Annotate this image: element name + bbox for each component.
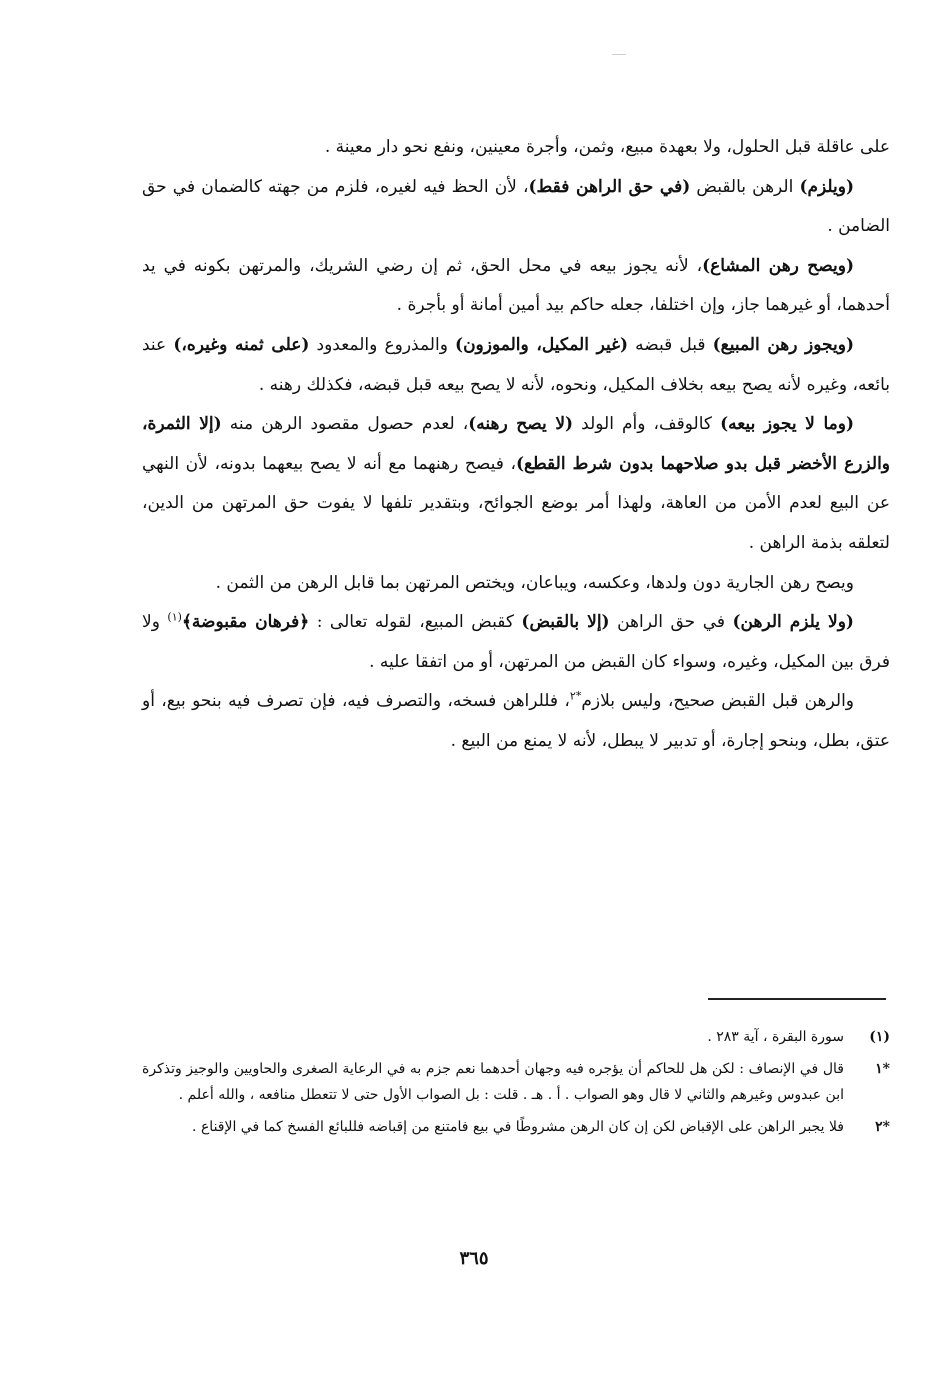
quran-quote: ﴿فرهان مقبوضة﴾ (181, 612, 310, 633)
bold-term: (إلا بالقبض) (521, 612, 610, 633)
body-text: عند بائعه، وغيره لأنه يصح بيعه بخلاف المكيل، ونحوه، لأنه لا يصح بيعه قبل قبضه، فكذلك رهنه . (142, 334, 890, 395)
body-text: ، لعدم حصول مقصود الرهن منه (221, 414, 469, 435)
paragraph-5 (142, 405, 890, 563)
footnotes (142, 1024, 890, 1146)
footnote-item (142, 1024, 890, 1050)
bold-term: (وما لا يجوز بيعه) (720, 414, 855, 435)
footnote-separator (708, 998, 886, 1000)
paragraph-8 (142, 682, 890, 761)
body-text: قبل قبضه (628, 334, 713, 355)
paragraph-7 (142, 603, 890, 682)
footnote-marker: *١ (875, 1061, 890, 1077)
paragraph-1-text: على عاقلة قبل الحلول، ولا بعهدة مبيع، وثمن، وأجرة معينين، ونفع نحو دار معينة . (324, 137, 890, 157)
footnote-ref: (١) (167, 610, 182, 624)
body-text: الرهن بالقبض (690, 176, 800, 197)
footnote-text: سورة البقرة ، آية ٢٨٣ . (707, 1029, 844, 1045)
body-text: والرهن قبل القبض صحيح، وليس بلازم (581, 691, 855, 712)
footnote-ref: *٢ (569, 689, 582, 703)
body-text: في حق الراهن (609, 612, 733, 633)
bold-term: (على ثمنه وغيره،) (173, 334, 310, 355)
footnote-item (142, 1056, 890, 1108)
bold-term: (لا يصح رهنه) (468, 414, 574, 435)
paragraph-1 (142, 128, 890, 168)
bold-term: (في حق الراهن فقط) (528, 176, 691, 197)
body-text: ، لأنه يجوز بيعه في محل الحق، ثم إن رضي الشريك، والمرتهن بكونه في يد أحدهما، أو غيرهما جاز، وإن اختلفا، جعله حاكم بيد أمين أمانة أو بأجرة . (142, 255, 890, 316)
bold-term: (غير المكيل، والموزون) (455, 334, 629, 355)
footnote-text: فلا يجبر الراهن على الإقباض لكن إن كان الرهن مشروطًا في بيع فامتنع من إقباضه فللبائع الفسخ كما في الإقناع . (192, 1119, 844, 1135)
paragraph-4 (142, 326, 890, 405)
page-number: ٣٦٥ (459, 1248, 489, 1269)
main-text (142, 128, 890, 762)
body-text: ، لأن الحظ فيه لغيره، فلزم من جهته كالضمان في حق الضامن . (142, 176, 890, 237)
body-text: ويصح رهن الجارية دون ولدها، وعكسه، ويباعان، ويختص المرتهن بما قابل الرهن من الثمن . (215, 572, 854, 593)
body-text: والمذروع والمعدود (309, 334, 456, 355)
bold-term: (ويجوز رهن المبيع) (712, 334, 855, 355)
body-text: ، فيصح رهنهما مع أنه لا يصح بيعهما بدونه، لأن النهي عن البيع لعدم الأمن من العاهة، ولهذا أمر بوضع الجوائح، وبتقدير تلفها لا يفوت حق المرتهن من الدين، لتعلقه بذمة الراهن . (142, 453, 890, 553)
bold-term: (ويصح رهن المشاع) (702, 255, 854, 276)
footnote-marker: *٢ (875, 1119, 890, 1135)
body-text: ، فللراهن فسخه، والتصرف فيه، فإن تصرف فيه بنحو بيع، أو عتق، بطل، وبنحو إجارة، أو تدبير لا يبطل، لأنه لا يمنع من البيع . (142, 691, 890, 751)
body-text: ولا فرق بين المكيل، وغيره، وسواء كان القبض من المرتهن، أو من اتفقا عليه . (142, 612, 890, 672)
bold-term: (ولا يلزم الرهن) (732, 612, 854, 633)
footnote-item (142, 1114, 890, 1140)
footnote-marker: (١) (869, 1029, 890, 1045)
bold-term: (ويلزم) (799, 176, 855, 197)
scan-mark (612, 54, 626, 55)
footnote-text: قال في الإنصاف : لكن هل للحاكم أن يؤجره فيه وجهان أحدهما نعم جزم به في الرعاية الصغرى والحاويين والوجيز وتذكرة ابن عبدوس وغيرهم والثاني لا قال وهو الصواب . أ . هـ . قلت : بل الصواب الأول حتى لا تتعطل منافعه ، والله أعلم . (142, 1061, 844, 1103)
body-text: كقبض المبيع، لقوله تعالى : (309, 612, 522, 633)
bold-term: (إلا الثمرة، والزرع الأخضر قبل بدو صلاحهما بدون شرط القطع) (142, 414, 890, 474)
paragraph-6 (142, 564, 890, 604)
paragraph-2 (142, 168, 890, 247)
body-text: كالوقف، وأم الولد (573, 414, 721, 435)
paragraph-3 (142, 247, 890, 326)
